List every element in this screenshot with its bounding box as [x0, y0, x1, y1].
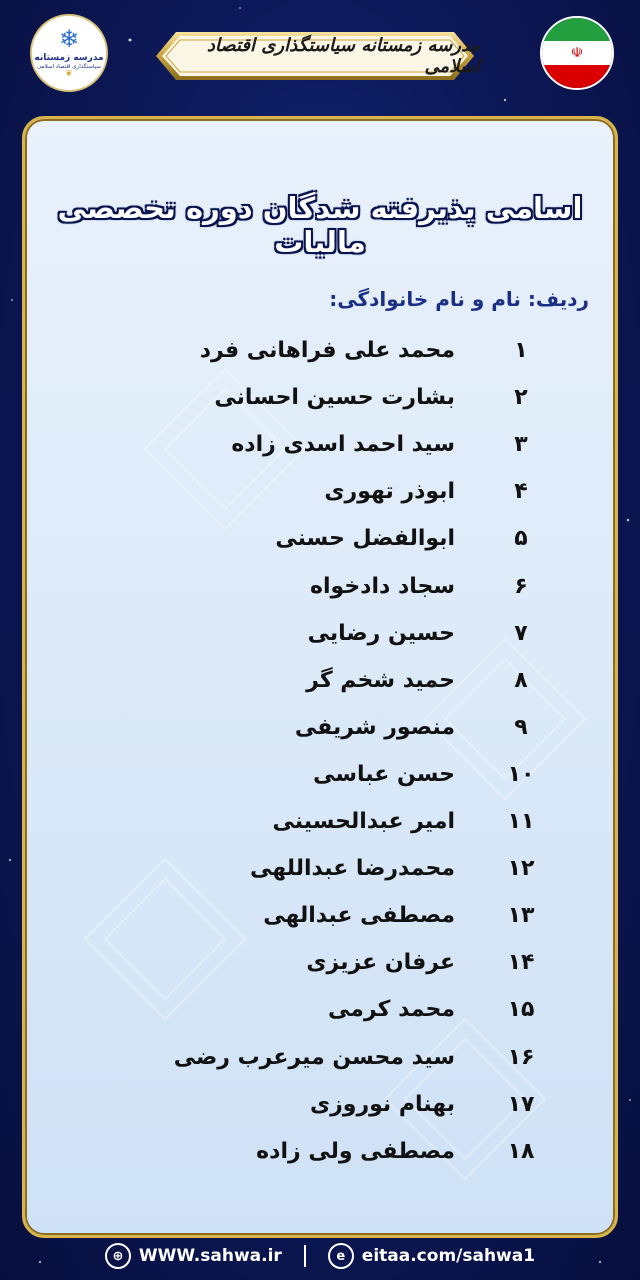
footer — [0, 1238, 640, 1274]
list-item — [22, 896, 615, 936]
row-number: ۸ — [514, 667, 528, 693]
list-item — [22, 378, 615, 418]
website-link[interactable] — [105, 1243, 282, 1269]
snowflake-icon: ❄ — [58, 25, 80, 53]
row-name: حسین رضایی — [307, 620, 455, 646]
row-number: ۱۸ — [507, 1138, 535, 1164]
row-name: حسن عباسی — [313, 761, 455, 787]
row-name: مصطفی ولی زاده — [256, 1138, 455, 1164]
list-card — [22, 116, 618, 1238]
school-logo — [30, 14, 108, 92]
channel-link[interactable] — [328, 1243, 535, 1269]
website-label: WWW.sahwa.ir — [138, 1246, 282, 1266]
list-item — [22, 943, 615, 983]
list-item — [22, 1132, 615, 1172]
row-name: محمد علی فراهانی فرد — [199, 338, 455, 363]
list-item — [22, 519, 615, 559]
row-name: سید محسن میرعرب رضی — [173, 1044, 455, 1070]
list-item — [22, 1038, 615, 1078]
row-number: ۶ — [514, 573, 528, 599]
row-name: سجاد دادخواه — [310, 573, 455, 599]
row-name: بهنام نوروزی — [309, 1091, 455, 1117]
row-name: عرفان عزیزی — [306, 950, 455, 976]
emblem-icon: ☫ — [570, 44, 584, 61]
row-number: ۳ — [514, 432, 528, 458]
row-name: بشارت حسین احسانی — [214, 385, 455, 411]
row-name: امیر عبدالحسینی — [272, 809, 455, 834]
row-name: محمدرضا عبداللهی — [249, 856, 455, 882]
row-number: ۵ — [514, 526, 528, 552]
row-number: ۱۳ — [507, 903, 535, 929]
list-item — [22, 990, 615, 1030]
row-number: ۱۲ — [507, 856, 535, 882]
list-item — [22, 425, 615, 465]
list-item — [22, 472, 615, 512]
list-item — [22, 614, 615, 654]
list-item — [22, 755, 615, 795]
wheat-icon: ❦ — [65, 69, 73, 79]
row-number: ۹ — [514, 714, 528, 740]
row-name: ابوالفضل حسنی — [275, 526, 455, 552]
row-name: منصور شریفی — [294, 714, 455, 740]
eitaa-icon: e — [328, 1243, 354, 1269]
list-item — [22, 567, 615, 607]
banner-title: مدرسه زمستانه سیاستگذاری اقتصاد اسلامی — [206, 35, 480, 77]
row-number: ۴ — [514, 479, 528, 505]
row-number: ۱۶ — [507, 1044, 535, 1070]
row-name: ابوذر تهوری — [324, 479, 455, 505]
title-banner — [150, 20, 480, 92]
list-item — [22, 1085, 615, 1125]
globe-icon: ⊕ — [105, 1243, 131, 1269]
logo-line2: سیاستگذاری اقتصاد اسلامی — [37, 64, 101, 70]
row-number: ۲ — [514, 385, 528, 411]
row-number: ۷ — [514, 620, 528, 646]
row-number: ۱۷ — [507, 1091, 535, 1117]
row-name: حمید شخم گر — [306, 667, 455, 693]
page-title: اسامی پذیرفته شدگان دوره تخصصی مالیات — [57, 191, 583, 259]
footer-divider — [304, 1245, 306, 1267]
row-name: محمد کرمی — [328, 997, 455, 1023]
iran-flag-icon — [540, 16, 614, 90]
list-item — [22, 802, 615, 842]
list-item — [22, 849, 615, 889]
row-number: ۱۱ — [507, 809, 535, 834]
channel-label: eitaa.com/sahwa1 — [361, 1246, 536, 1266]
list-item — [22, 708, 615, 748]
row-name: سید احمد اسدی زاده — [231, 432, 455, 458]
row-number: ۱۴ — [507, 950, 535, 976]
row-number: ۱۵ — [507, 997, 535, 1023]
logo-line1: مدرسه زمستانه — [34, 53, 104, 63]
list-item — [22, 331, 615, 371]
row-number: ۱۰ — [507, 761, 535, 787]
row-name: مصطفی عبدالهی — [263, 903, 455, 929]
row-number: ۱ — [514, 338, 528, 363]
list-item — [22, 661, 615, 701]
list-header: ردیف: نام و نام خانوادگی: — [329, 287, 589, 311]
